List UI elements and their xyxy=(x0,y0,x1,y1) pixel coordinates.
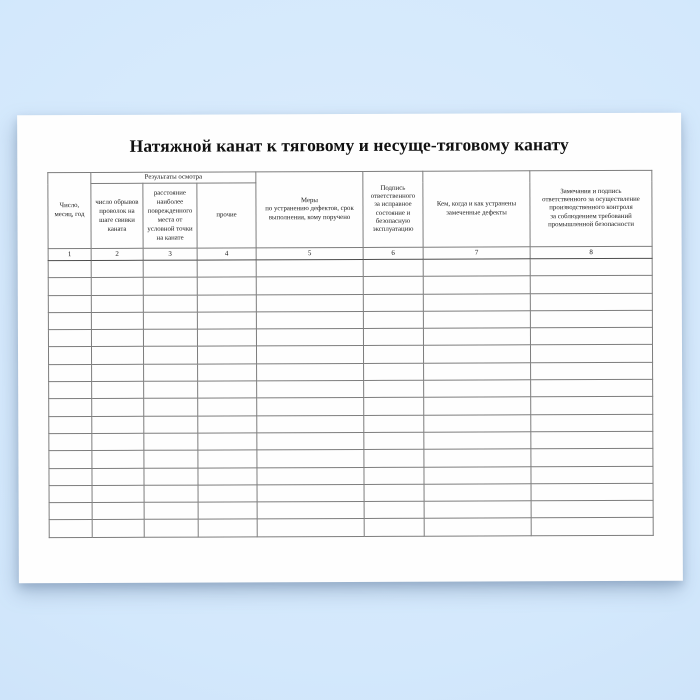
table-cell xyxy=(424,432,531,450)
col-header-remarks-safety-control: Замечания и подпись ответственного за осуществление производственного контроля за соблюдением требований промышленной безопасности xyxy=(530,170,652,246)
table-cell xyxy=(257,484,364,502)
table-cell xyxy=(197,346,256,364)
table-cell xyxy=(256,294,363,312)
table-cell xyxy=(363,328,423,346)
table-cell xyxy=(531,449,653,467)
table-cell xyxy=(92,381,144,398)
table-cell xyxy=(92,468,144,485)
table-cell xyxy=(364,346,424,364)
table-cell xyxy=(257,519,364,537)
table-cell xyxy=(363,294,423,312)
table-cell xyxy=(92,364,144,381)
table-body xyxy=(48,258,653,537)
table-cell xyxy=(92,485,144,502)
table-cell xyxy=(198,398,257,416)
col-header-defects-eliminated: Кем, когда и как устранены замеченные дефекты xyxy=(423,171,530,247)
table-cell xyxy=(91,295,143,312)
col-number: 4 xyxy=(197,248,256,260)
col-number: 6 xyxy=(363,247,423,259)
table-cell xyxy=(49,468,92,485)
table-cell xyxy=(48,260,91,277)
table-cell xyxy=(48,278,91,295)
table-cell xyxy=(143,277,197,295)
table-cell xyxy=(424,345,531,363)
table-cell xyxy=(530,310,652,328)
table-cell xyxy=(49,364,92,381)
table-cell xyxy=(198,502,257,520)
table-cell xyxy=(91,329,143,346)
table-cell xyxy=(364,501,424,519)
table-cell xyxy=(531,431,653,449)
page-title: Натяжной канат к тяговому и несуще-тяговому канату xyxy=(129,134,569,156)
table-cell xyxy=(49,433,92,450)
table-cell xyxy=(256,329,363,347)
col-number: 7 xyxy=(423,247,530,259)
table-cell xyxy=(144,485,198,503)
table-cell xyxy=(530,328,652,346)
table-cell xyxy=(531,414,653,432)
table-cell xyxy=(531,518,653,536)
col-header-measures: Меры по устранению дефектов, срок выполнения, кому поручено xyxy=(256,171,363,247)
table-cell xyxy=(144,520,198,538)
table-cell xyxy=(364,415,424,433)
table-cell xyxy=(143,295,197,313)
table-cell xyxy=(424,414,531,432)
col-header-wire-breaks: число обрывов проволок на шаге свивки каната xyxy=(91,183,143,248)
table-cell xyxy=(363,259,423,277)
table-cell xyxy=(424,397,531,415)
table-cell xyxy=(49,520,92,537)
table-cell xyxy=(364,449,424,467)
col-header-other: прочие xyxy=(197,183,256,248)
table-cell xyxy=(144,398,198,416)
table-cell xyxy=(92,433,144,450)
table-cell xyxy=(143,312,197,330)
table-cell xyxy=(198,416,257,434)
table-cell xyxy=(364,380,424,398)
table-cell xyxy=(424,466,531,484)
table-cell xyxy=(91,260,143,277)
table-cell xyxy=(92,399,144,416)
table-cell xyxy=(144,468,198,486)
table-cell xyxy=(530,258,652,276)
group-header-inspection-results: Результаты осмотра xyxy=(91,172,256,184)
table-cell xyxy=(257,381,364,399)
col-number: 8 xyxy=(530,246,652,258)
table-cell xyxy=(144,416,198,434)
table-cell xyxy=(531,379,653,397)
table-cell xyxy=(424,484,531,502)
table-cell xyxy=(256,311,363,329)
col-number: 2 xyxy=(91,248,143,260)
table-cell xyxy=(143,260,197,278)
table-cell xyxy=(363,277,423,295)
table-cell xyxy=(198,467,257,485)
table-cell xyxy=(197,329,256,347)
table-cell xyxy=(92,502,144,519)
col-header-signature-responsible: Подпись ответственного за исправное состояние и безопасную эксплуатацию xyxy=(363,171,423,247)
table-cell xyxy=(144,433,198,451)
table-cell xyxy=(531,500,653,518)
table-cell xyxy=(423,259,530,277)
table-cell xyxy=(48,330,91,347)
col-number: 3 xyxy=(143,248,197,260)
table-cell xyxy=(530,276,652,294)
table-cell xyxy=(198,381,257,399)
document-page xyxy=(17,113,683,584)
table-cell xyxy=(144,364,198,382)
table-cell xyxy=(49,399,92,416)
table-cell xyxy=(49,503,92,520)
table-cell xyxy=(48,347,91,364)
table-cell xyxy=(364,519,424,537)
table-cell xyxy=(256,259,363,277)
table-cell xyxy=(198,519,257,537)
col-header-date: Число, месяц, год xyxy=(48,172,91,248)
table-cell xyxy=(423,276,530,294)
rope-inspection-journal-table xyxy=(47,170,653,538)
table-cell xyxy=(257,432,364,450)
table-cell xyxy=(48,312,91,329)
table-cell xyxy=(530,293,652,311)
table-cell xyxy=(197,277,256,295)
table-cell xyxy=(198,485,257,503)
table-cell xyxy=(531,345,653,363)
table-cell xyxy=(257,363,364,381)
table-cell xyxy=(364,363,424,381)
table-cell xyxy=(143,347,197,365)
table-cell xyxy=(49,485,92,502)
table-cell xyxy=(91,347,143,364)
table-cell xyxy=(257,346,364,364)
table-cell xyxy=(49,382,92,399)
table-cell xyxy=(198,364,257,382)
col-header-damage-distance: расстояние наиболее поврежденного места от условной точки на канате xyxy=(143,183,197,248)
table-cell xyxy=(257,502,364,520)
table-cell xyxy=(531,362,653,380)
table-cell xyxy=(92,416,144,433)
table-cell xyxy=(364,432,424,450)
table-cell xyxy=(257,398,364,416)
table-cell xyxy=(257,415,364,433)
table-cell xyxy=(256,277,363,295)
table-cell xyxy=(92,451,144,468)
header-group-row xyxy=(48,170,652,183)
table-cell xyxy=(531,397,653,415)
table-cell xyxy=(424,363,531,381)
table-header xyxy=(48,170,652,260)
table-cell xyxy=(531,483,653,501)
table-cell xyxy=(363,311,423,329)
table-cell xyxy=(424,501,531,519)
table-cell xyxy=(423,328,530,346)
table-cell xyxy=(424,380,531,398)
table-cell xyxy=(257,467,364,485)
table-cell xyxy=(364,467,424,485)
table-cell xyxy=(423,293,530,311)
table-cell xyxy=(91,278,143,295)
table-cell xyxy=(92,520,144,537)
table-cell xyxy=(424,518,531,536)
table-cell xyxy=(143,329,197,347)
table-cell xyxy=(423,311,530,329)
table-cell xyxy=(49,451,92,468)
table-cell xyxy=(197,260,256,278)
table-cell xyxy=(48,295,91,312)
col-number: 1 xyxy=(48,248,91,260)
table-cell xyxy=(144,502,198,520)
table-cell xyxy=(364,398,424,416)
table-cell xyxy=(197,294,256,312)
table-cell xyxy=(257,450,364,468)
table-cell xyxy=(531,466,653,484)
table-cell xyxy=(364,484,424,502)
table-cell xyxy=(144,450,198,468)
table-row xyxy=(49,518,653,538)
table-cell xyxy=(91,312,143,329)
table-cell xyxy=(144,381,198,399)
table-cell xyxy=(197,312,256,330)
col-number: 5 xyxy=(256,247,363,259)
table-cell xyxy=(198,433,257,451)
table-cell xyxy=(198,450,257,468)
table-cell xyxy=(49,416,92,433)
table-cell xyxy=(424,449,531,467)
